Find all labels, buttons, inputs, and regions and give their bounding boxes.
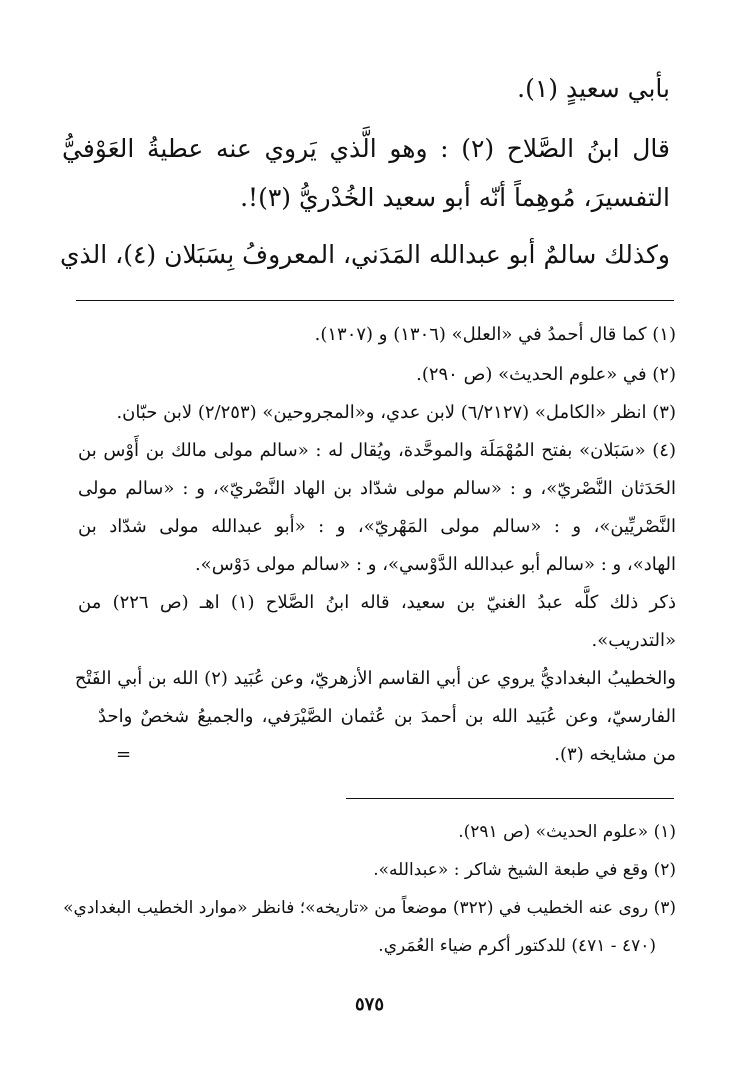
main-line-4: وكذلك سالمٌ أبو عبدالله المَدَني، المعروفُ بِسَبَلان (٤)، الذي [59,240,670,269]
page-number: ٥٧٥ [355,994,385,1015]
main-line-3: التفسيرَ، مُوهِماً أنّه أبو سعيد الخُدْريُّ (٣)!. [240,183,670,212]
footnote-top-3: (٣) انظر «الكامل» (٦/٢١٢٧) لابن عدي، و«المجروحين» (٢/٢٥٣) لابن حبّان. [116,402,676,423]
footnote-top-8: ذكر ذلك كلَّه عبدُ الغنيّ بن سعيد، قاله ابنُ الصَّلاح (١) اهـ (ص ٢٢٦) من [78,592,676,613]
footnote-bottom-2: (٢) وقع في طبعة الشيخ شاكر : «عبدالله». [373,860,676,880]
footnote-top-12: من مشايخه (٣). [554,744,676,765]
continuation-mark: = [116,744,132,765]
main-line-1: بأبي سعيدٍ (١). [517,74,670,103]
footnote-top-4: (٤) «سَبَلان» بفتح المُهْمَلَة والموحَّدة، ويُقال له : «سالم مولى مالك بن أَوْس بن [78,440,676,461]
footnote-bottom-4: (٤٧٠ - ٤٧١) للدكتور أكرم ضياء العُمَري. [378,936,656,956]
footnote-bottom-3: (٣) روى عنه الخطيب في (٣٢٢) موضعاً من «تاريخه»؛ فانظر «موارد الخطيب البغدادي» [63,898,676,918]
footnote-top-6: النَّصْريِّين»، و : «سالم مولى المَهْريّ»، و : «أبو عبدالله مولى شدّاد بن [78,516,676,537]
footnote-separator-top [76,300,674,301]
footnote-separator-bottom [346,798,674,799]
footnote-top-9: «التدريب». [591,630,676,651]
main-line-2: قال ابنُ الصَّلاح (٢) : وهو الَّذي يَروي عنه عطيةُ العَوْفيُّ [62,134,670,163]
footnote-top-7: الهاد»، و : «سالم أبو عبدالله الدَّوْسي»، و : «سالم مولى دَوْس». [194,554,676,575]
footnote-top-10: والخطيبُ البغداديُّ يروي عن أبي القاسم الأزهريّ، وعن عُبَيد (٢) الله بن أبي الفَتْح [74,668,676,689]
footnote-top-11: الفارسيّ، وعن عُبَيد الله بن أحمدَ بن عُثمان الصَّيْرَفي، والجميعُ شخصٌ واحدٌ [98,706,676,727]
footnote-top-1: (١) كما قال أحمدُ في «العلل» (١٣٠٦) و (١٣٠٧). [314,324,676,345]
footnote-top-2: (٢) في «علوم الحديث» (ص ٢٩٠). [416,364,676,385]
footnote-top-5: الحَدَثان النَّصْريّ»، و : «سالم مولى شدّاد بن الهاد النَّصْريّ»، و : «سالم مولى [78,478,676,499]
footnote-bottom-1: (١) «علوم الحديث» (ص ٢٩١). [458,822,676,842]
